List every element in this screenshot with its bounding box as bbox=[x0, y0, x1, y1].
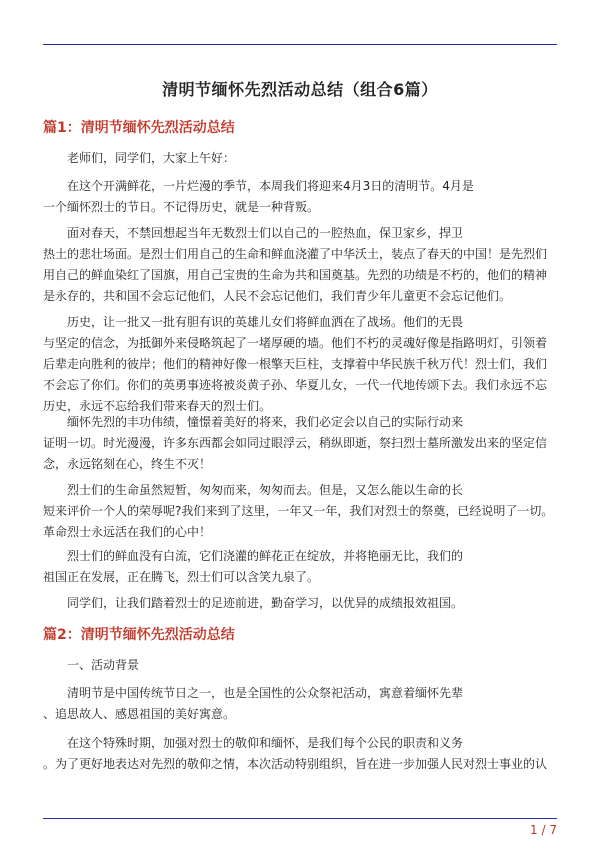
paragraph-line: 历史，让一批又一批有胆有识的英雄儿女们将鲜血洒在了战场。他们的无畏 bbox=[67, 315, 464, 329]
paragraph-line: 不会忘了你们。你们的英勇事迹将被炎黄子孙、华夏儿女，一代一代地传颂下去。我们永远不忘 bbox=[43, 378, 548, 392]
paragraph-line: 烈士们的鲜血没有白流，它们浇灌的鲜花正在绽放，并将艳丽无比，我们的 bbox=[67, 549, 464, 563]
paragraph-line: 念，永远铭刻在心，终生不灭！ bbox=[43, 457, 212, 471]
paragraph-line: 在这个开满鲜花，一片烂漫的季节，本周我们将迎来4月3日的清明节。4月是 bbox=[67, 179, 474, 193]
paragraph bbox=[43, 683, 557, 725]
paragraph-line: 缅怀先烈的丰功伟绩，憧憬着美好的将来，我们必定会以自己的实际行动来 bbox=[67, 415, 464, 429]
paragraph-line: 一个缅怀烈士的节日。不记得历史，就是一种背叛。 bbox=[43, 200, 320, 214]
subsection-heading bbox=[43, 655, 557, 676]
paragraph bbox=[43, 733, 557, 775]
paragraph-line: 证明一切。时光漫漫，许多东西都会如同过眼浮云，稍纵即逝，祭扫烈士墓所激发出来的坚定信 bbox=[43, 436, 548, 450]
paragraph-line: 老师们，同学们，大家上午好： bbox=[67, 151, 236, 165]
paragraph-line: 在这个特殊时期，加强对烈士的敬仰和缅怀，是我们每个公民的职责和义务 bbox=[67, 736, 464, 750]
paragraph-line: 烈士们的生命虽然短暂，匆匆而来，匆匆而去。但是，又怎么能以生命的长 bbox=[67, 483, 464, 497]
section-heading-2: 篇2：清明节缅怀先烈活动总结 bbox=[43, 627, 235, 643]
paragraph-line: 后辈走向胜利的彼岸；他们的精神好像一根擎天巨柱，支撑着中华民族千秋万代！烈士们，我们 bbox=[43, 357, 548, 371]
paragraph bbox=[43, 312, 557, 417]
section-heading-1: 篇1：清明节缅怀先烈活动总结 bbox=[43, 120, 235, 136]
document-title: 清明节缅怀先烈活动总结（组合6篇） bbox=[162, 80, 438, 99]
paragraph-line: 、追思故人、感恩祖国的美好寓意。 bbox=[43, 707, 236, 721]
paragraph-line: 历史，永远不忘给我们带来春天的烈士们。 bbox=[43, 399, 272, 413]
paragraph bbox=[43, 593, 557, 614]
paragraph-line: 同学们，让我们踏着烈士的足迹前进，勤奋学习，以优异的成绩报效祖国。 bbox=[67, 596, 464, 610]
header-rule bbox=[43, 44, 557, 45]
paragraph-line: 革命烈士永远活在我们的心中！ bbox=[43, 525, 212, 539]
paragraph-line: 用自己的鲜血染红了国旗，用自己宝贵的生命为共和国奠基。先烈的功绩是不朽的，他们的精神 bbox=[43, 268, 548, 282]
paragraph-line: 清明节是中国传统节日之一，也是全国性的公众祭祀活动，寓意着缅怀先辈 bbox=[67, 686, 464, 700]
paragraph-line: 一、活动背景 bbox=[67, 658, 140, 672]
paragraph bbox=[43, 223, 557, 307]
paragraph bbox=[43, 480, 557, 543]
paragraph-line: 短来评价一个人的荣辱呢?我们来到了这里，一年又一年，我们对烈士的祭奠，已经说明了一切。 bbox=[43, 504, 554, 518]
paragraph-greeting bbox=[43, 148, 557, 169]
paragraph-line: 与坚定的信念，为抵御外来侵略筑起了一堵厚硬的墙。他们不朽的灵魂好像是指路明灯，引领着 bbox=[43, 336, 548, 350]
paragraph-line: 是永存的，共和国不会忘记他们，人民不会忘记他们，我们青少年儿童更不会忘记他们。 bbox=[43, 289, 512, 303]
paragraph bbox=[43, 412, 557, 475]
paragraph-line: 。为了更好地表达对先烈的敬仰之情，本次活动特别组织，旨在进一步加强人民对烈士事业的认 bbox=[43, 757, 548, 771]
paragraph-line: 面对春天，不禁回想起当年无数烈士们以自己的一腔热血，保卫家乡，捍卫 bbox=[67, 226, 464, 240]
footer-rule bbox=[43, 818, 557, 819]
paragraph-line: 热土的悲壮场面。是烈士们用自己的生命和鲜血浇灌了中华沃土，装点了春天的中国！是先烈们 bbox=[43, 247, 548, 261]
paragraph bbox=[43, 176, 557, 218]
paragraph bbox=[43, 546, 557, 588]
paragraph-line: 祖国正在发展，正在腾飞，烈士们可以含笑九泉了。 bbox=[43, 570, 320, 584]
page-number: 1 / 7 bbox=[530, 823, 557, 837]
